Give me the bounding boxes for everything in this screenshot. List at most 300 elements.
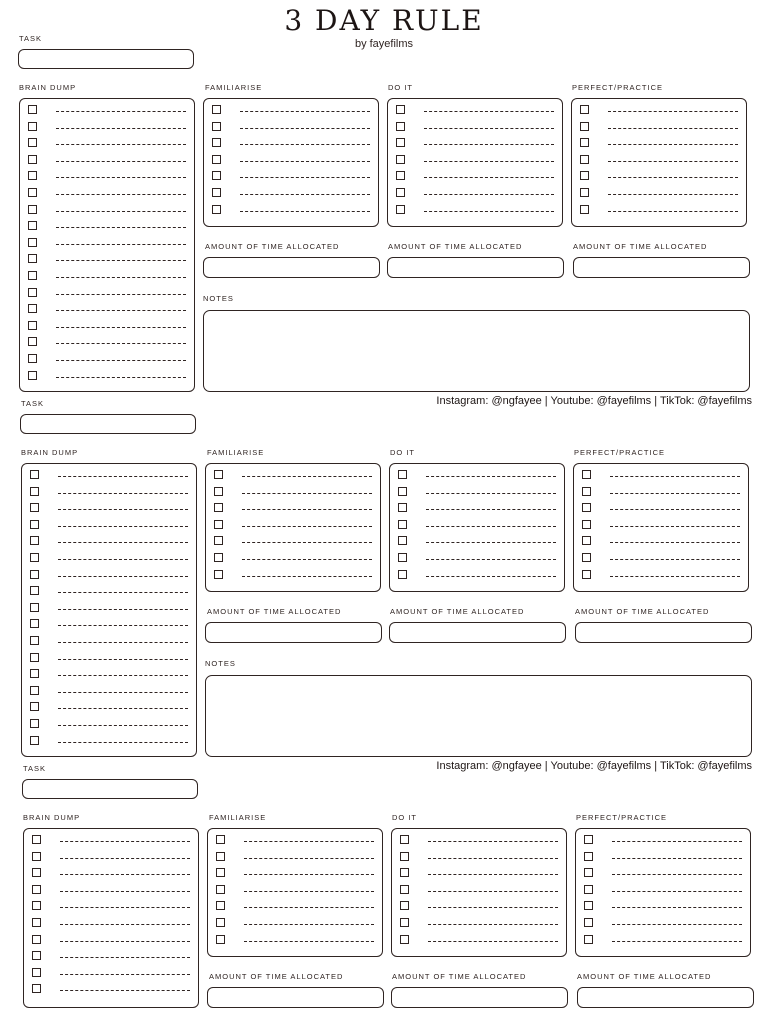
checkbox[interactable] <box>214 536 223 545</box>
checkbox[interactable] <box>32 951 41 960</box>
write-line[interactable] <box>242 493 372 494</box>
familiarise-item <box>214 487 372 497</box>
checkbox[interactable] <box>214 503 223 512</box>
write-line[interactable] <box>58 476 188 477</box>
write-line[interactable] <box>244 924 374 925</box>
checkbox[interactable] <box>212 171 221 180</box>
write-line[interactable] <box>60 941 190 942</box>
do-it-time-input[interactable] <box>389 622 566 643</box>
write-line[interactable] <box>608 211 738 212</box>
checkbox[interactable] <box>28 221 37 230</box>
write-line[interactable] <box>428 858 558 859</box>
brain-dump-item <box>30 686 188 696</box>
checkbox[interactable] <box>212 138 221 147</box>
write-line[interactable] <box>242 526 372 527</box>
brain-dump-item <box>32 968 190 978</box>
write-line[interactable] <box>58 509 188 510</box>
write-line[interactable] <box>608 194 738 195</box>
write-line[interactable] <box>240 177 370 178</box>
checkbox[interactable] <box>580 105 589 114</box>
checkbox[interactable] <box>582 470 591 479</box>
task-input[interactable] <box>18 49 194 69</box>
brain-dump-item <box>32 835 190 845</box>
checkbox[interactable] <box>28 271 37 280</box>
write-line[interactable] <box>608 161 738 162</box>
write-line[interactable] <box>610 476 740 477</box>
write-line[interactable] <box>242 509 372 510</box>
brain-dump-item <box>28 321 186 331</box>
write-line[interactable] <box>424 144 554 145</box>
brain-dump-item <box>32 852 190 862</box>
write-line[interactable] <box>426 542 556 543</box>
write-line[interactable] <box>242 559 372 560</box>
write-line[interactable] <box>424 128 554 129</box>
familiarise-item <box>212 105 370 115</box>
checkbox[interactable] <box>396 122 405 131</box>
write-line[interactable] <box>56 277 186 278</box>
checkbox[interactable] <box>582 536 591 545</box>
checkbox[interactable] <box>400 935 409 944</box>
write-line[interactable] <box>610 559 740 560</box>
checkbox[interactable] <box>580 188 589 197</box>
checkbox[interactable] <box>396 205 405 214</box>
write-line[interactable] <box>58 526 188 527</box>
perfect-practice-time-input[interactable] <box>575 622 752 643</box>
brain-dump-item <box>28 122 186 132</box>
familiarise-label: FAMILIARISE <box>205 83 263 92</box>
social-links: Instagram: @ngfayee | Youtube: @fayefilms | TikTok: @fayefilms <box>436 760 752 772</box>
checkbox[interactable] <box>32 901 41 910</box>
checkbox[interactable] <box>28 138 37 147</box>
write-line[interactable] <box>60 924 190 925</box>
do-it-item <box>396 122 554 132</box>
write-line[interactable] <box>426 576 556 577</box>
write-line[interactable] <box>56 194 186 195</box>
do-it-item <box>400 935 558 945</box>
checkbox[interactable] <box>30 702 39 711</box>
checkbox[interactable] <box>30 570 39 579</box>
checkbox[interactable] <box>582 487 591 496</box>
brain-dump-item <box>32 984 190 994</box>
perfect-practice-box <box>573 463 749 592</box>
perfect-practice-item <box>580 105 738 115</box>
write-line[interactable] <box>58 576 188 577</box>
checkbox[interactable] <box>212 105 221 114</box>
perfect-practice-time-label: AMOUNT OF TIME ALLOCATED <box>573 242 708 251</box>
checkbox[interactable] <box>28 321 37 330</box>
checkbox[interactable] <box>584 935 593 944</box>
write-line[interactable] <box>612 891 742 892</box>
checkbox[interactable] <box>396 171 405 180</box>
perfect-practice-item <box>582 487 740 497</box>
write-line[interactable] <box>58 609 188 610</box>
write-line[interactable] <box>58 675 188 676</box>
brain-dump-item <box>28 238 186 248</box>
checkbox[interactable] <box>584 868 593 877</box>
write-line[interactable] <box>424 177 554 178</box>
perfect-practice-item <box>584 935 742 945</box>
checkbox[interactable] <box>216 885 225 894</box>
checkbox[interactable] <box>216 868 225 877</box>
checkbox[interactable] <box>216 901 225 910</box>
brain-dump-item <box>28 271 186 281</box>
do-it-item <box>398 570 556 580</box>
checkbox[interactable] <box>30 553 39 562</box>
familiarise-label: FAMILIARISE <box>209 813 267 822</box>
do-it-time-input[interactable] <box>391 987 568 1008</box>
do-it-item <box>396 205 554 215</box>
write-line[interactable] <box>428 841 558 842</box>
brain-dump-item <box>30 719 188 729</box>
checkbox[interactable] <box>28 205 37 214</box>
brain-dump-item <box>28 105 186 115</box>
do-it-time-label: AMOUNT OF TIME ALLOCATED <box>392 972 527 981</box>
do-it-item <box>400 868 558 878</box>
checkbox[interactable] <box>214 553 223 562</box>
brain-dump-item <box>28 354 186 364</box>
checkbox[interactable] <box>580 205 589 214</box>
write-line[interactable] <box>242 542 372 543</box>
checkbox[interactable] <box>580 138 589 147</box>
write-line[interactable] <box>56 111 186 112</box>
do-it-item <box>396 155 554 165</box>
perfect-practice-box <box>575 828 751 957</box>
perfect-practice-item <box>580 155 738 165</box>
write-line[interactable] <box>610 526 740 527</box>
checkbox[interactable] <box>216 835 225 844</box>
checkbox[interactable] <box>400 868 409 877</box>
brain-dump-item <box>30 503 188 513</box>
brain-dump-item <box>30 653 188 663</box>
familiarise-label: FAMILIARISE <box>207 448 265 457</box>
checkbox[interactable] <box>32 868 41 877</box>
checkbox[interactable] <box>398 570 407 579</box>
write-line[interactable] <box>56 260 186 261</box>
write-line[interactable] <box>58 725 188 726</box>
checkbox[interactable] <box>28 188 37 197</box>
checkbox[interactable] <box>28 371 37 380</box>
write-line[interactable] <box>240 144 370 145</box>
familiarise-item <box>214 470 372 480</box>
checkbox[interactable] <box>30 669 39 678</box>
checkbox[interactable] <box>580 122 589 131</box>
write-line[interactable] <box>56 294 186 295</box>
write-line[interactable] <box>60 858 190 859</box>
write-line[interactable] <box>240 128 370 129</box>
checkbox[interactable] <box>398 520 407 529</box>
checkbox[interactable] <box>30 653 39 662</box>
write-line[interactable] <box>56 177 186 178</box>
write-line[interactable] <box>244 841 374 842</box>
notes-input[interactable] <box>205 675 752 757</box>
do-it-item <box>400 852 558 862</box>
checkbox[interactable] <box>214 470 223 479</box>
checkbox[interactable] <box>28 105 37 114</box>
checkbox[interactable] <box>396 188 405 197</box>
write-line[interactable] <box>58 559 188 560</box>
brain-dump-item <box>30 636 188 646</box>
write-line[interactable] <box>56 144 186 145</box>
write-line[interactable] <box>244 941 374 942</box>
checkbox[interactable] <box>400 901 409 910</box>
checkbox[interactable] <box>28 288 37 297</box>
task-label: TASK <box>23 764 47 773</box>
write-line[interactable] <box>56 161 186 162</box>
write-line[interactable] <box>244 907 374 908</box>
checkbox[interactable] <box>212 122 221 131</box>
write-line[interactable] <box>428 907 558 908</box>
write-line[interactable] <box>56 327 186 328</box>
do-it-item <box>398 553 556 563</box>
checkbox[interactable] <box>400 835 409 844</box>
familiarise-item <box>216 868 374 878</box>
write-line[interactable] <box>244 891 374 892</box>
do-it-label: DO IT <box>390 448 415 457</box>
brain-dump-item <box>30 702 188 712</box>
write-line[interactable] <box>608 144 738 145</box>
checkbox[interactable] <box>580 171 589 180</box>
checkbox[interactable] <box>30 719 39 728</box>
checkbox[interactable] <box>32 918 41 927</box>
write-line[interactable] <box>612 941 742 942</box>
write-line[interactable] <box>56 128 186 129</box>
checkbox[interactable] <box>32 885 41 894</box>
checkbox[interactable] <box>584 901 593 910</box>
checkbox[interactable] <box>214 520 223 529</box>
do-it-item <box>398 520 556 530</box>
checkbox[interactable] <box>28 304 37 313</box>
checkbox[interactable] <box>398 470 407 479</box>
perfect-practice-box <box>571 98 747 227</box>
checkbox[interactable] <box>582 503 591 512</box>
write-line[interactable] <box>58 692 188 693</box>
brain-dump-item <box>30 619 188 629</box>
familiarise-time-input[interactable] <box>205 622 382 643</box>
write-line[interactable] <box>240 161 370 162</box>
familiarise-item <box>212 138 370 148</box>
checkbox[interactable] <box>28 122 37 131</box>
write-line[interactable] <box>426 509 556 510</box>
brain-dump-item <box>28 371 186 381</box>
write-line[interactable] <box>58 542 188 543</box>
checkbox[interactable] <box>28 337 37 346</box>
write-line[interactable] <box>60 874 190 875</box>
write-line[interactable] <box>610 509 740 510</box>
familiarise-box <box>207 828 383 957</box>
checkbox[interactable] <box>30 586 39 595</box>
perfect-practice-time-input[interactable] <box>573 257 750 278</box>
checkbox[interactable] <box>32 984 41 993</box>
perfect-practice-label: PERFECT/PRACTICE <box>576 813 668 822</box>
write-line[interactable] <box>608 111 738 112</box>
checkbox[interactable] <box>216 918 225 927</box>
write-line[interactable] <box>610 542 740 543</box>
write-line[interactable] <box>424 111 554 112</box>
checkbox[interactable] <box>400 852 409 861</box>
write-line[interactable] <box>58 708 188 709</box>
brain-dump-item <box>32 951 190 961</box>
checkbox[interactable] <box>398 536 407 545</box>
checkbox[interactable] <box>214 570 223 579</box>
write-line[interactable] <box>56 377 186 378</box>
checkbox[interactable] <box>400 885 409 894</box>
write-line[interactable] <box>60 990 190 991</box>
write-line[interactable] <box>58 493 188 494</box>
write-line[interactable] <box>608 128 738 129</box>
write-line[interactable] <box>60 891 190 892</box>
write-line[interactable] <box>612 874 742 875</box>
checkbox[interactable] <box>30 520 39 529</box>
checkbox[interactable] <box>212 205 221 214</box>
perfect-practice-item <box>582 570 740 580</box>
write-line[interactable] <box>610 493 740 494</box>
checkbox[interactable] <box>28 238 37 247</box>
familiarise-item <box>212 188 370 198</box>
page-title: 3 DAY RULE <box>284 4 484 37</box>
task-input[interactable] <box>20 414 196 434</box>
checkbox[interactable] <box>396 105 405 114</box>
do-it-item <box>398 470 556 480</box>
checkbox[interactable] <box>32 935 41 944</box>
checkbox[interactable] <box>214 487 223 496</box>
checkbox[interactable] <box>584 835 593 844</box>
task-input[interactable] <box>22 779 198 799</box>
brain-dump-item <box>28 288 186 298</box>
checkbox[interactable] <box>584 852 593 861</box>
write-line[interactable] <box>244 858 374 859</box>
checkbox[interactable] <box>30 487 39 496</box>
write-line[interactable] <box>608 177 738 178</box>
perfect-practice-time-input[interactable] <box>577 987 754 1008</box>
write-line[interactable] <box>60 974 190 975</box>
checkbox[interactable] <box>30 503 39 512</box>
checkbox[interactable] <box>30 686 39 695</box>
perfect-practice-label: PERFECT/PRACTICE <box>572 83 664 92</box>
checkbox[interactable] <box>582 520 591 529</box>
checkbox[interactable] <box>212 155 221 164</box>
brain-dump-item <box>30 570 188 580</box>
write-line[interactable] <box>240 194 370 195</box>
checkbox[interactable] <box>584 918 593 927</box>
checkbox[interactable] <box>216 852 225 861</box>
perfect-practice-label: PERFECT/PRACTICE <box>574 448 666 457</box>
perfect-practice-item <box>580 171 738 181</box>
write-line[interactable] <box>428 874 558 875</box>
write-line[interactable] <box>56 211 186 212</box>
write-line[interactable] <box>424 194 554 195</box>
write-line[interactable] <box>424 211 554 212</box>
write-line[interactable] <box>428 924 558 925</box>
perfect-practice-item <box>582 536 740 546</box>
write-line[interactable] <box>60 841 190 842</box>
perfect-practice-item <box>580 205 738 215</box>
write-line[interactable] <box>428 941 558 942</box>
write-line[interactable] <box>424 161 554 162</box>
write-line[interactable] <box>60 907 190 908</box>
write-line[interactable] <box>56 360 186 361</box>
write-line[interactable] <box>56 343 186 344</box>
checkbox[interactable] <box>28 254 37 263</box>
task-label: TASK <box>19 34 43 43</box>
checkbox[interactable] <box>32 968 41 977</box>
write-line[interactable] <box>426 493 556 494</box>
perfect-practice-item <box>584 868 742 878</box>
brain-dump-item <box>28 304 186 314</box>
write-line[interactable] <box>612 907 742 908</box>
checkbox[interactable] <box>28 155 37 164</box>
write-line[interactable] <box>612 924 742 925</box>
familiarise-item <box>216 835 374 845</box>
write-line[interactable] <box>60 957 190 958</box>
checkbox[interactable] <box>400 918 409 927</box>
write-line[interactable] <box>426 476 556 477</box>
checkbox[interactable] <box>30 470 39 479</box>
checkbox[interactable] <box>30 636 39 645</box>
write-line[interactable] <box>244 874 374 875</box>
checkbox[interactable] <box>580 155 589 164</box>
write-line[interactable] <box>426 526 556 527</box>
do-it-item <box>400 918 558 928</box>
checkbox[interactable] <box>32 835 41 844</box>
checkbox[interactable] <box>212 188 221 197</box>
checkbox[interactable] <box>28 354 37 363</box>
write-line[interactable] <box>56 310 186 311</box>
checkbox[interactable] <box>398 503 407 512</box>
checkbox[interactable] <box>216 935 225 944</box>
write-line[interactable] <box>56 227 186 228</box>
checkbox[interactable] <box>582 570 591 579</box>
write-line[interactable] <box>58 742 188 743</box>
do-it-item <box>398 503 556 513</box>
write-line[interactable] <box>58 625 188 626</box>
checkbox[interactable] <box>30 736 39 745</box>
write-line[interactable] <box>610 576 740 577</box>
notes-input[interactable] <box>203 310 750 392</box>
do-it-time-input[interactable] <box>387 257 564 278</box>
checkbox[interactable] <box>30 619 39 628</box>
write-line[interactable] <box>426 559 556 560</box>
familiarise-time-input[interactable] <box>207 987 384 1008</box>
social-links: Instagram: @ngfayee | Youtube: @fayefilms | TikTok: @fayefilms <box>436 395 752 407</box>
checkbox[interactable] <box>396 155 405 164</box>
familiarise-item <box>216 901 374 911</box>
write-line[interactable] <box>58 659 188 660</box>
checkbox[interactable] <box>32 852 41 861</box>
write-line[interactable] <box>58 642 188 643</box>
write-line[interactable] <box>428 891 558 892</box>
checkbox[interactable] <box>584 885 593 894</box>
write-line[interactable] <box>240 211 370 212</box>
write-line[interactable] <box>56 244 186 245</box>
write-line[interactable] <box>612 841 742 842</box>
write-line[interactable] <box>242 476 372 477</box>
write-line[interactable] <box>240 111 370 112</box>
checkbox[interactable] <box>398 487 407 496</box>
checkbox[interactable] <box>582 553 591 562</box>
brain-dump-item <box>30 669 188 679</box>
write-line[interactable] <box>612 858 742 859</box>
brain-dump-item <box>30 603 188 613</box>
checkbox[interactable] <box>30 536 39 545</box>
write-line[interactable] <box>58 592 188 593</box>
checkbox[interactable] <box>28 171 37 180</box>
checkbox[interactable] <box>396 138 405 147</box>
checkbox[interactable] <box>398 553 407 562</box>
do-it-time-label: AMOUNT OF TIME ALLOCATED <box>390 607 525 616</box>
familiarise-time-input[interactable] <box>203 257 380 278</box>
checkbox[interactable] <box>30 603 39 612</box>
write-line[interactable] <box>242 576 372 577</box>
